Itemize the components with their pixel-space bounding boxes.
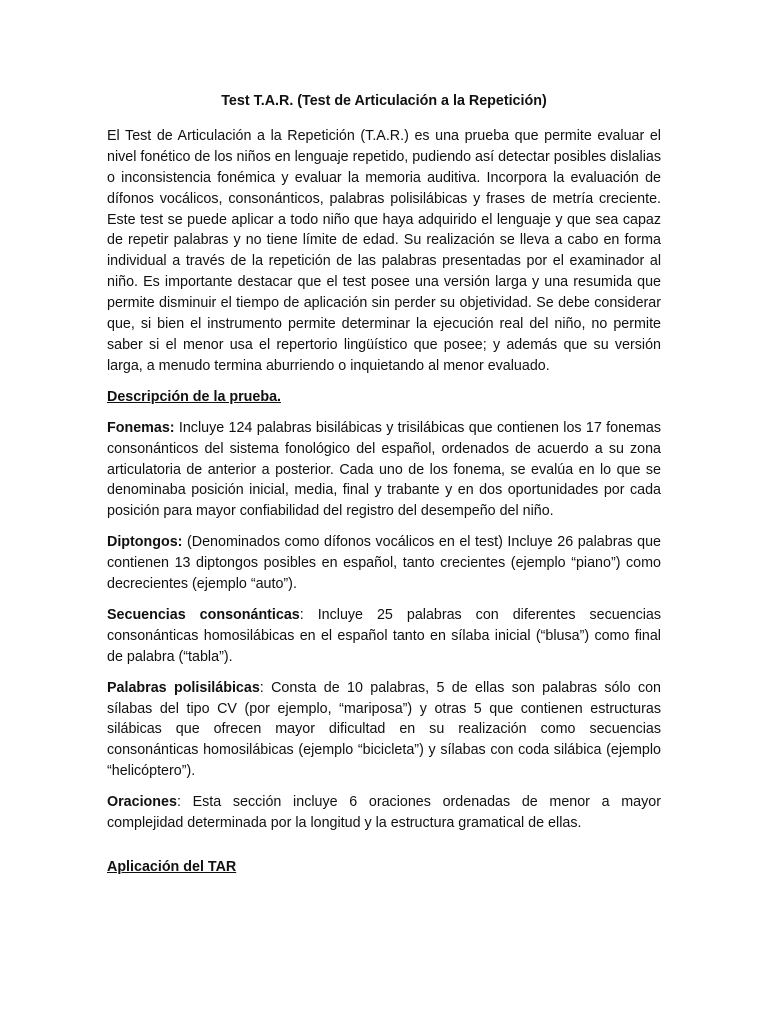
- item-term: Oraciones: [107, 794, 177, 811]
- item-term: Fonemas:: [107, 419, 175, 436]
- item-text: : Esta sección incluye 6 oraciones ordenadas de menor a mayor complejidad determinada por la longitud y la estructura gramatical de ellas.: [107, 794, 661, 832]
- item-text: : Incluye 25 palabras con diferentes secuencias consonánticas homosilábicas en el español tanto en sílaba inicial (“blusa”) como final de palabra (“tabla”).: [107, 606, 661, 665]
- item-text: Incluye 124 palabras bisilábicas y trisilábicas que contienen los 17 fonemas consonánticos del sistema fonológico del español, ordenados de acuerdo a su zona articulatoria de anterior a posterior. Cada uno de los fonema, se evalúa en lo que se denominaba posición inicial, media, final y trabante y en dos oportunidades por cada posición para mayor confiabilidad del registro del desempeño del niño.: [107, 419, 661, 520]
- item-diptongos: [107, 532, 661, 595]
- item-text: (Denominados como dífonos vocálicos en el test) Incluye 26 palabras que contienen 13 diptongos posibles en español, tanto crecientes (ejemplo “piano”) como decrecientes (ejemplo “auto”).: [107, 534, 661, 593]
- item-oraciones: [107, 792, 661, 834]
- item-term: Palabras polisilábicas: [107, 679, 260, 696]
- intro-paragraph: El Test de Articulación a la Repetición (T.A.R.) es una prueba que permite evaluar el nivel fonético de los niños en lenguaje repetido, pudiendo así detectar posibles dislalias o inconsistencia fonémica y evaluar la memoria auditiva. Incorpora la evaluación de dífonos vocálicos, consonánticos, palabras polisilábicas y frases de metría creciente. Este test se puede aplicar a todo niño que haya adquirido el lenguaje y que sea capaz de repetir palabras y no tiene límite de edad. Su realización se lleva a cabo en forma individual a través de la repetición de las palabras presentadas por el examinador al niño. Es importante destacar que el test posee una versión larga y una resumida que permite disminuir el tiempo de aplicación sin perder su objetividad. Se debe considerar que, si bien el instrumento permite determinar la ejecución real del niño, no permite saber si el menor usa el repertorio lingüístico que posee; y además que su versión larga, a menudo termina aburriendo o inquietando al menor evaluado.: [107, 127, 661, 374]
- section-heading-description: Descripción de la prueba.: [107, 388, 281, 405]
- item-fonemas: [107, 418, 661, 523]
- section-heading-application: Aplicación del TAR: [107, 859, 237, 875]
- item-secuencias: [107, 605, 661, 668]
- document-title: Test T.A.R. (Test de Articulación a la Repetición): [221, 93, 547, 109]
- item-polisilabicas: [107, 678, 661, 783]
- item-text: : Consta de 10 palabras, 5 de ellas son palabras sólo con sílabas del tipo CV (por ejemplo, “mariposa”) y otras 5 que contienen estructuras silábicas que ofrecen mayor dificultad en su realización como secuencias consonánticas homosilábicas (ejemplo “bicicleta”) y sílabas con coda silábica (ejemplo “helicóptero”).: [107, 679, 661, 780]
- item-term: Secuencias consonánticas: [107, 606, 300, 623]
- item-term: Diptongos:: [107, 534, 183, 551]
- document-page: [107, 91, 661, 888]
